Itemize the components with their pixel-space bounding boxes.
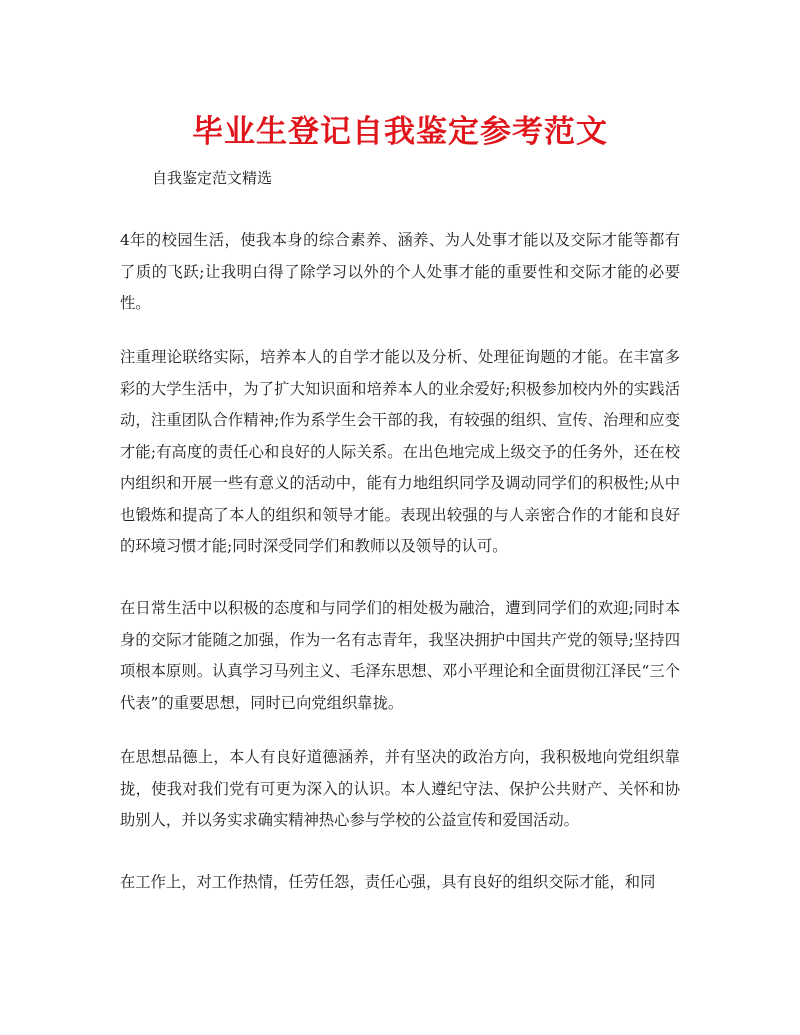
document-subtitle: 自我鉴定范文精选 [152, 169, 273, 187]
paragraph-4 [120, 742, 680, 837]
paragraph-text: 在日常生活中以积极的态度和与同学们的相处极为融洽，遭到同学们的欢迎;同时本身的交际才能随之加强，作为一名有志青年，我坚决拥护中国共产党的领导;坚持四项根本原则。认真学习马列主义、毛泽东思想、邓小平理论和全面贯彻江泽民“三个代表”的重要思想，同时已向党组织靠拢。 [120, 599, 680, 712]
document-title: 毕业生登记自我鉴定参考范文 [192, 114, 608, 150]
paragraph-2 [120, 342, 680, 563]
paragraph-5 [120, 867, 680, 899]
paragraph-text: 4年的校园生活，使我本身的综合素养、涵养、为人处事才能以及交际才能等都有了质的飞跃;让我明白得了除学习以外的个人处事才能的重要性和交际才能的必要性。 [120, 231, 680, 312]
paragraph-text: 在工作上，对工作热情，任劳任怨，责任心强，具有良好的组织交际才能，和同 [120, 873, 656, 891]
paragraph-text: 注重理论联络实际，培养本人的自学才能以及分析、处理征询题的才能。在丰富多彩的大学生活中，为了扩大知识面和培养本人的业余爱好;积极参加校内外的实践活动，注重团队合作精神;作为系学生会干部的我，有较强的组织、宣传、治理和应变才能;有高度的责任心和良好的人际关系。在出色地完成上级交予的任务外，还在校内组织和开展一些有意义的活动中，能有力地组织同学及调动同学们的积极性;从中也锻炼和提高了本人的组织和领导才能。表现出较强的与人亲密合作的才能和良好的环境习惯才能;同时深受同学们和教师以及领导的认可。 [120, 348, 680, 555]
paragraph-1 [120, 225, 680, 320]
paragraph-text: 在思想品德上，本人有良好道德涵养，并有坚决的政治方向，我积极地向党组织靠拢，使我对我们党有可更为深入的认识。本人遵纪守法、保护公共财产、关怀和协助别人，并以务实求确实精神热心参与学校的公益宣传和爱国活动。 [120, 748, 680, 829]
paragraph-3 [120, 593, 680, 719]
